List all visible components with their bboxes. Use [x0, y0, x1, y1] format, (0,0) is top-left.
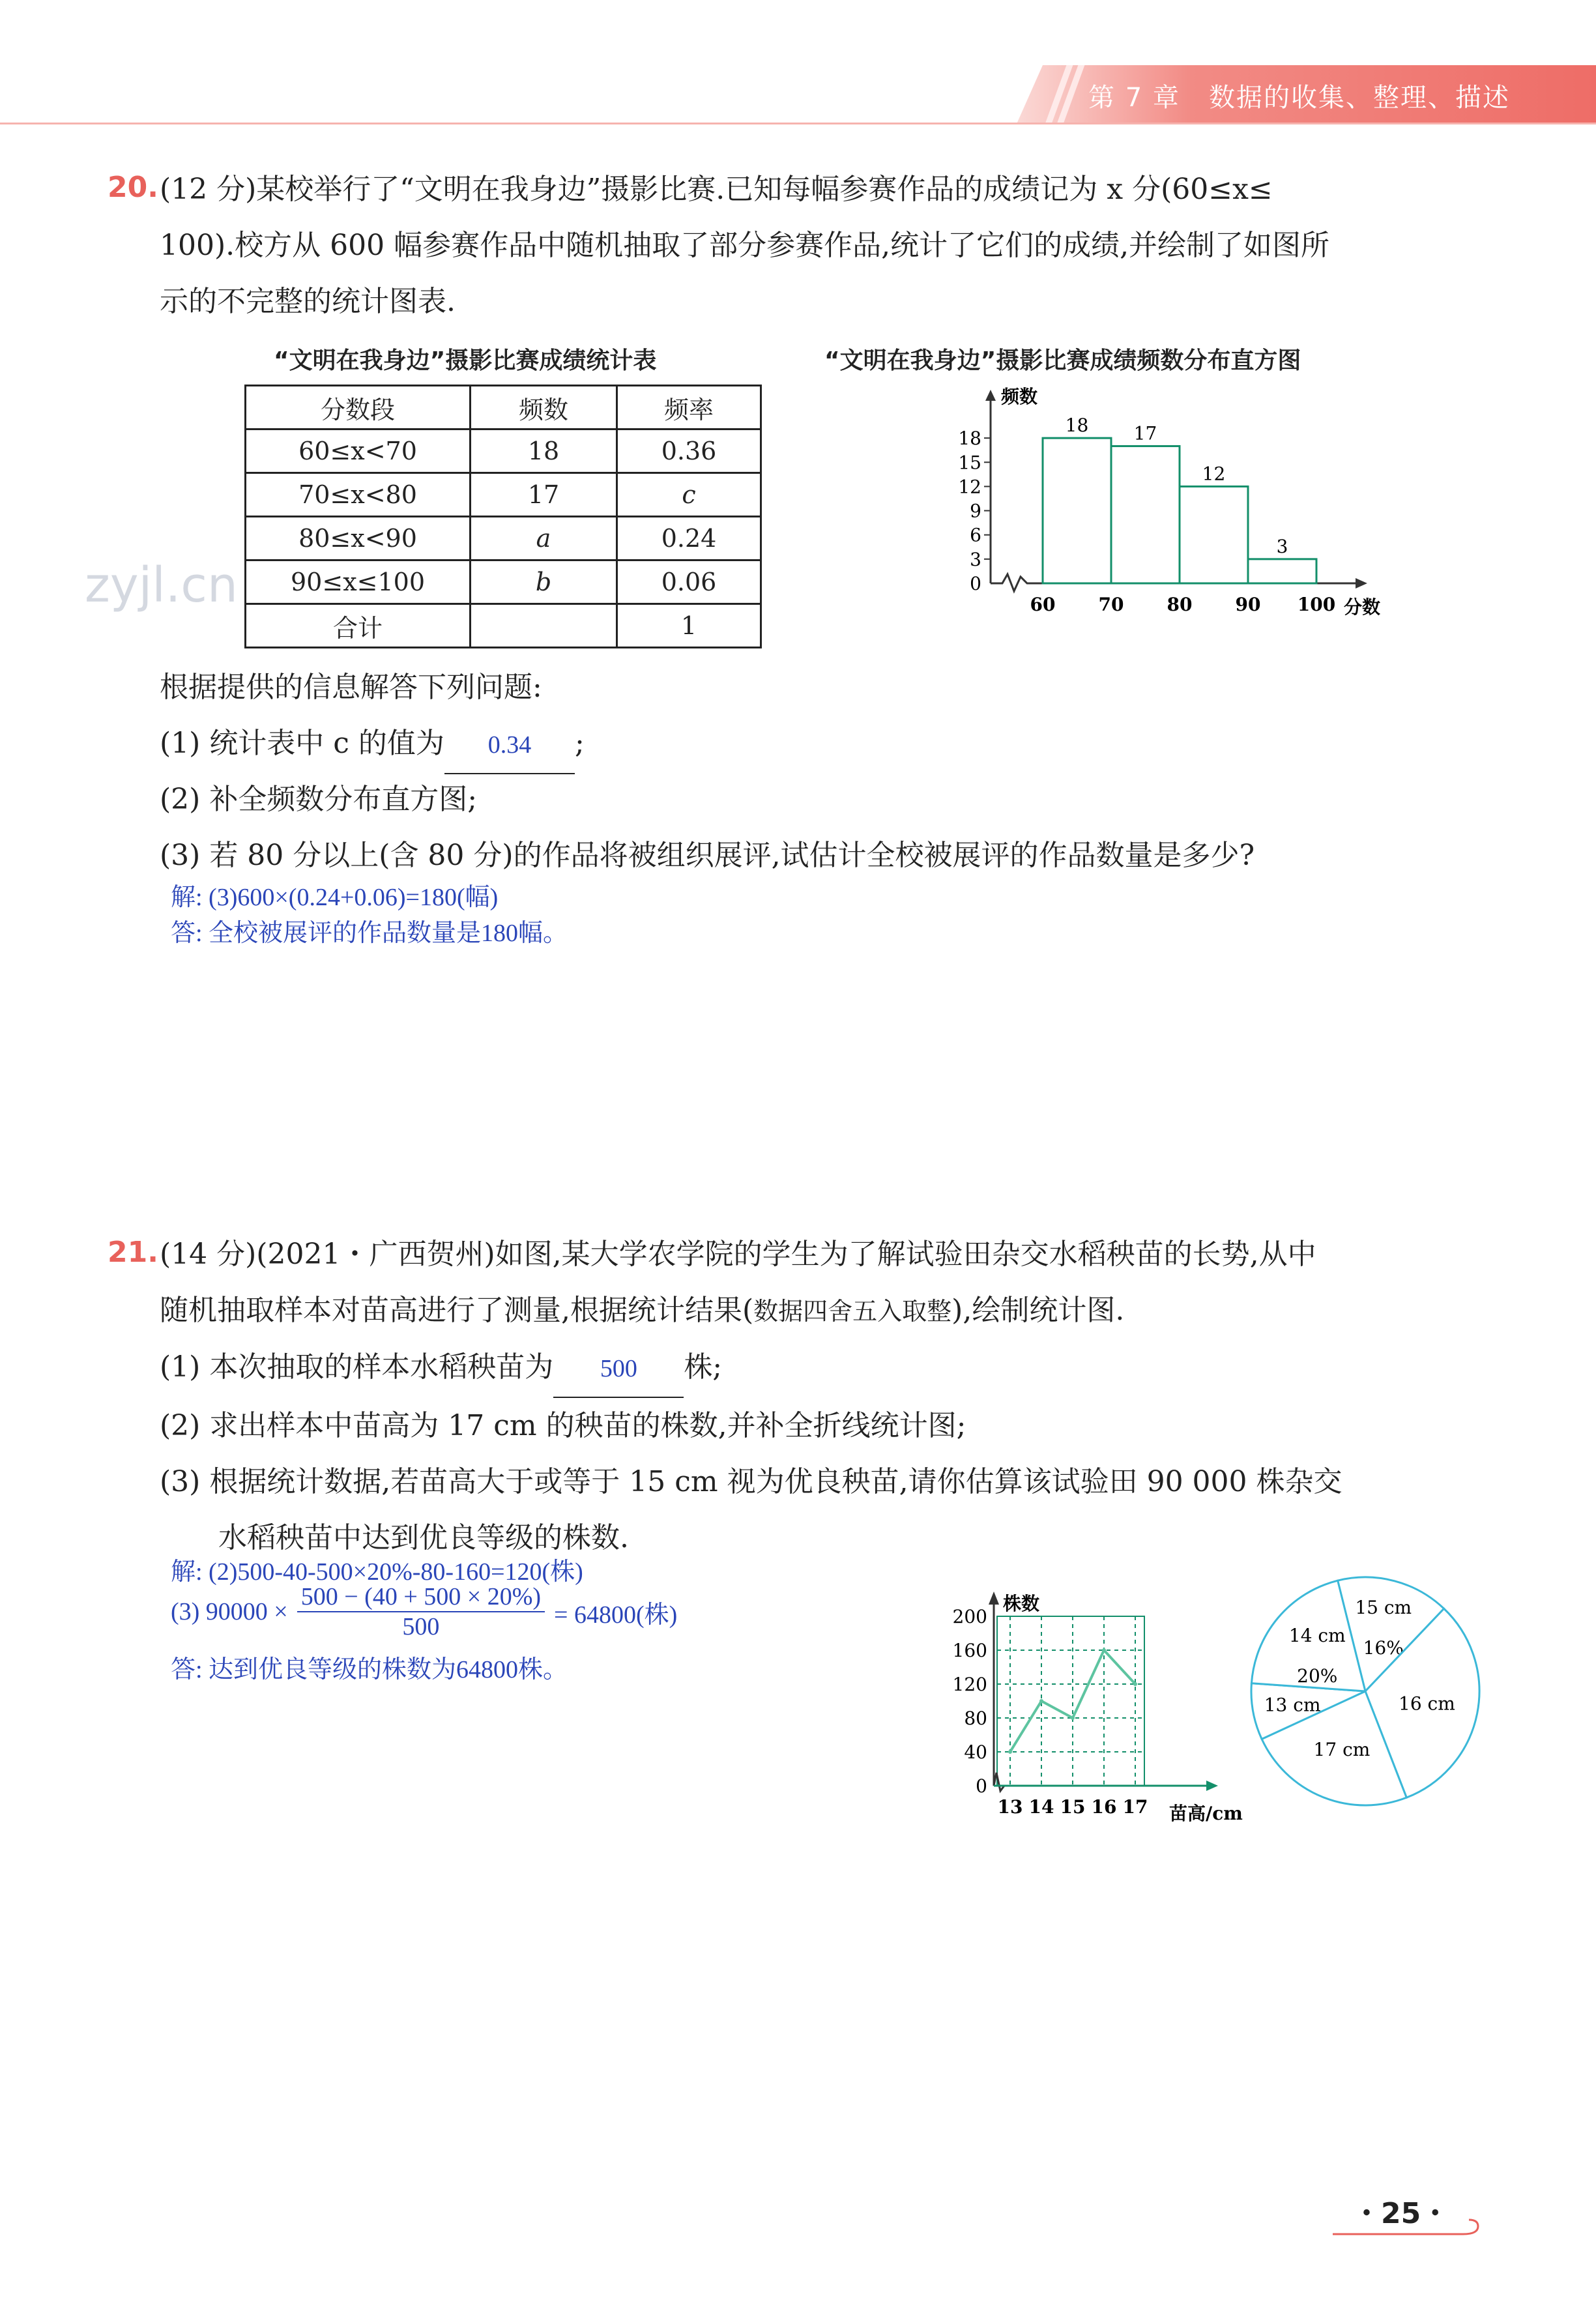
watermark: zyjl.cn [85, 557, 238, 613]
page-number-swoosh [1329, 2216, 1486, 2242]
table-header-cell: 频率 [617, 386, 761, 429]
pie-label: 16 cm [1399, 1693, 1455, 1715]
question-20-number: 20. [108, 171, 158, 204]
x-tick-label: 60 [1030, 594, 1056, 615]
pie-percent-label: 20% [1297, 1665, 1338, 1687]
table-cell: c [617, 473, 761, 517]
x-tick-label: 90 [1235, 594, 1261, 615]
q20-intro: 根据提供的信息解答下列问题: [160, 671, 542, 704]
q21-sol2-denominator: 500 [402, 1613, 440, 1640]
x-tick-label: 13 [997, 1796, 1023, 1818]
page-number: ・25・ [1352, 2197, 1450, 2230]
table-header-row [246, 386, 761, 429]
q21-solution-line-3: 答: 达到优良等级的株数为64800株。 [171, 1656, 568, 1683]
y-axis-label: 频数 [1001, 386, 1038, 407]
q21-sub1-answer: 500 [553, 1341, 684, 1398]
question-21-text [160, 1227, 1483, 1566]
pie-label: 13 cm [1264, 1694, 1321, 1716]
q20-line-2: 100).校方从 600 幅参赛作品中随机抽取了部分参赛作品,统计了它们的成绩,并绘制了如图所 [160, 229, 1330, 262]
stat-table [244, 385, 762, 648]
q20-sub1 [160, 716, 585, 774]
histogram-caption: “文明在我身边”摄影比赛成绩频数分布直方图 [824, 347, 1301, 374]
y-tick-label: 12 [958, 476, 981, 498]
q20-solution-line-2: 答: 全校被展评的作品数量是180幅。 [171, 920, 568, 947]
table-cell: 1 [617, 604, 761, 648]
chapter-name: 数据的收集、整理、描述 [1209, 83, 1511, 113]
data-point [1102, 1648, 1106, 1652]
q20-sub2: (2) 补全频数分布直方图; [160, 783, 478, 816]
x-tick-label: 80 [1167, 594, 1193, 615]
q20-sub1-suffix: ; [574, 727, 585, 760]
q21-sol2-fraction [297, 1582, 545, 1641]
q21-sol2-numerator: 500 − (40 + 500 × 20%) [297, 1582, 545, 1612]
pie-percent-label: 16% [1363, 1637, 1404, 1659]
x-axis-label: 分数 [1344, 596, 1381, 618]
table-cell: 90≤x≤100 [246, 560, 471, 604]
y-tick-label: 0 [970, 573, 981, 594]
histogram-chart [945, 378, 1381, 626]
data-point [1071, 1716, 1075, 1720]
q20-sub3: (3) 若 80 分以上(含 80 分)的作品将被组织展评,试估计全校被展评的作品数量是多少? [160, 839, 1255, 872]
table-cell [471, 604, 617, 648]
pie-label: 15 cm [1355, 1597, 1412, 1619]
x-tick-label: 17 [1122, 1796, 1148, 1818]
y-tick-label: 18 [958, 428, 981, 450]
q21-line-2 [160, 1283, 1483, 1339]
y-tick-label: 200 [952, 1606, 987, 1627]
q21-line-1: (14 分)(2021・广西贺州)如图,某大学农学院的学生为了解试验田杂交水稻秧苗的长势,从中 [160, 1238, 1316, 1271]
x-tick-label: 15 [1060, 1796, 1086, 1818]
q21-sub1 [160, 1339, 1483, 1398]
table-row [246, 429, 761, 473]
chapter-header-title [1088, 77, 1510, 114]
q21-sub1-suffix: 株; [684, 1350, 723, 1384]
q21-solution-line-1: 解: (2)500-40-500×20%-80-160=120(株) [171, 1558, 583, 1586]
q21-sub1-prefix: (1) 本次抽取的样本水稻秧苗为 [160, 1350, 554, 1384]
pie-label: 17 cm [1313, 1739, 1371, 1761]
table-row [246, 604, 761, 648]
x-tick-label: 16 [1091, 1796, 1117, 1818]
table-cell: a [471, 517, 617, 560]
y-tick-label: 6 [970, 524, 981, 546]
table-cell: 60≤x<70 [246, 429, 471, 473]
question-21-number: 21. [108, 1236, 158, 1269]
q21-sub3b: 水稻秧苗中达到优良等级的株数. [218, 1521, 629, 1554]
pie-chart [1241, 1571, 1489, 1818]
table-row [246, 560, 761, 604]
chapter-label: 第 7 章 [1088, 83, 1180, 113]
line-chart [938, 1577, 1251, 1825]
y-tick-label: 120 [952, 1674, 987, 1695]
y-axis-arrow [989, 1592, 999, 1605]
data-point [1133, 1682, 1137, 1686]
q20-solution-line-1: 解: (3)600×(0.24+0.06)=180(幅) [171, 884, 499, 911]
histogram-bar [1248, 559, 1316, 583]
x-tick-label: 100 [1297, 594, 1336, 615]
q21-sol2-suffix: = 64800(株) [554, 1601, 678, 1629]
q20-line-3: 示的不完整的统计图表. [160, 285, 456, 318]
question-20-text [160, 162, 1483, 330]
table-row [246, 473, 761, 517]
histogram-bar [1111, 446, 1180, 583]
table-cell: 0.24 [617, 517, 761, 560]
x-axis-arrow [1206, 1781, 1218, 1791]
table-cell: 合计 [246, 604, 471, 648]
y-axis-arrow [985, 390, 996, 401]
histogram-bar-label: 12 [1202, 463, 1226, 485]
table-row [246, 517, 761, 560]
table-caption: “文明在我身边”摄影比赛成绩统计表 [274, 347, 657, 374]
table-cell: 18 [471, 429, 617, 473]
q21-solution-line-2 [171, 1582, 677, 1641]
table-cell: 70≤x<80 [246, 473, 471, 517]
table-cell: 0.06 [617, 560, 761, 604]
x-tick-label: 70 [1098, 594, 1124, 615]
y-tick-label: 3 [970, 548, 981, 570]
q20-line-1: (12 分)某校举行了“文明在我身边”摄影比赛.已知每幅参赛作品的成绩记为 x 分(60≤x≤ [160, 173, 1273, 206]
q21-sub2: (2) 求出样本中苗高为 17 cm 的秧苗的株数,并补全折线统计图; [160, 1409, 966, 1442]
histogram-bar [1043, 438, 1111, 583]
q20-sub1-answer: 0.34 [444, 717, 575, 774]
grid-border [997, 1616, 1144, 1786]
table-header-cell: 频数 [471, 386, 617, 429]
y-tick-label: 15 [958, 452, 981, 474]
q21-line-2a: 随机抽取样本对苗高进行了测量,根据统计结果( [160, 1294, 754, 1327]
histogram-bar-label: 18 [1065, 415, 1089, 437]
data-point [1039, 1699, 1043, 1703]
x-tick-label: 14 [1028, 1796, 1054, 1818]
q21-line-2-note: 数据四舍五入取整 [753, 1297, 952, 1326]
y-tick-label: 160 [952, 1640, 987, 1661]
histogram-bar-label: 3 [1276, 535, 1288, 557]
q21-line-2c: ),绘制统计图. [951, 1294, 1125, 1327]
data-point [1008, 1750, 1012, 1754]
axis-break [994, 1773, 1004, 1791]
x-axis-arrow [1356, 578, 1367, 589]
stat-table-wrapper [244, 385, 762, 648]
q21-sol2-prefix: (3) 90000 × [171, 1598, 288, 1625]
table-header-cell: 分数段 [246, 386, 471, 429]
pie-label: 14 cm [1288, 1625, 1346, 1647]
y-axis-label: 株数 [1003, 1593, 1040, 1614]
q21-sub3a: (3) 根据统计数据,若苗高大于或等于 15 cm 视为优良秧苗,请你估算该试验田 90 000 株杂交 [160, 1465, 1342, 1498]
table-cell: b [471, 560, 617, 604]
histogram-bar-label: 17 [1133, 422, 1157, 444]
q20-sub1-prefix: (1) 统计表中 c 的值为 [160, 727, 444, 760]
y-tick-label: 40 [964, 1741, 987, 1763]
table-cell: 17 [471, 473, 617, 517]
y-tick-label: 0 [976, 1775, 987, 1797]
y-tick-label: 80 [964, 1708, 987, 1729]
x-axis-label: 苗高/cm [1169, 1803, 1243, 1824]
histogram-bar [1180, 486, 1248, 583]
y-tick-label: 9 [970, 500, 981, 522]
table-cell: 80≤x<90 [246, 517, 471, 560]
table-cell: 0.36 [617, 429, 761, 473]
header-divider [0, 123, 1596, 124]
